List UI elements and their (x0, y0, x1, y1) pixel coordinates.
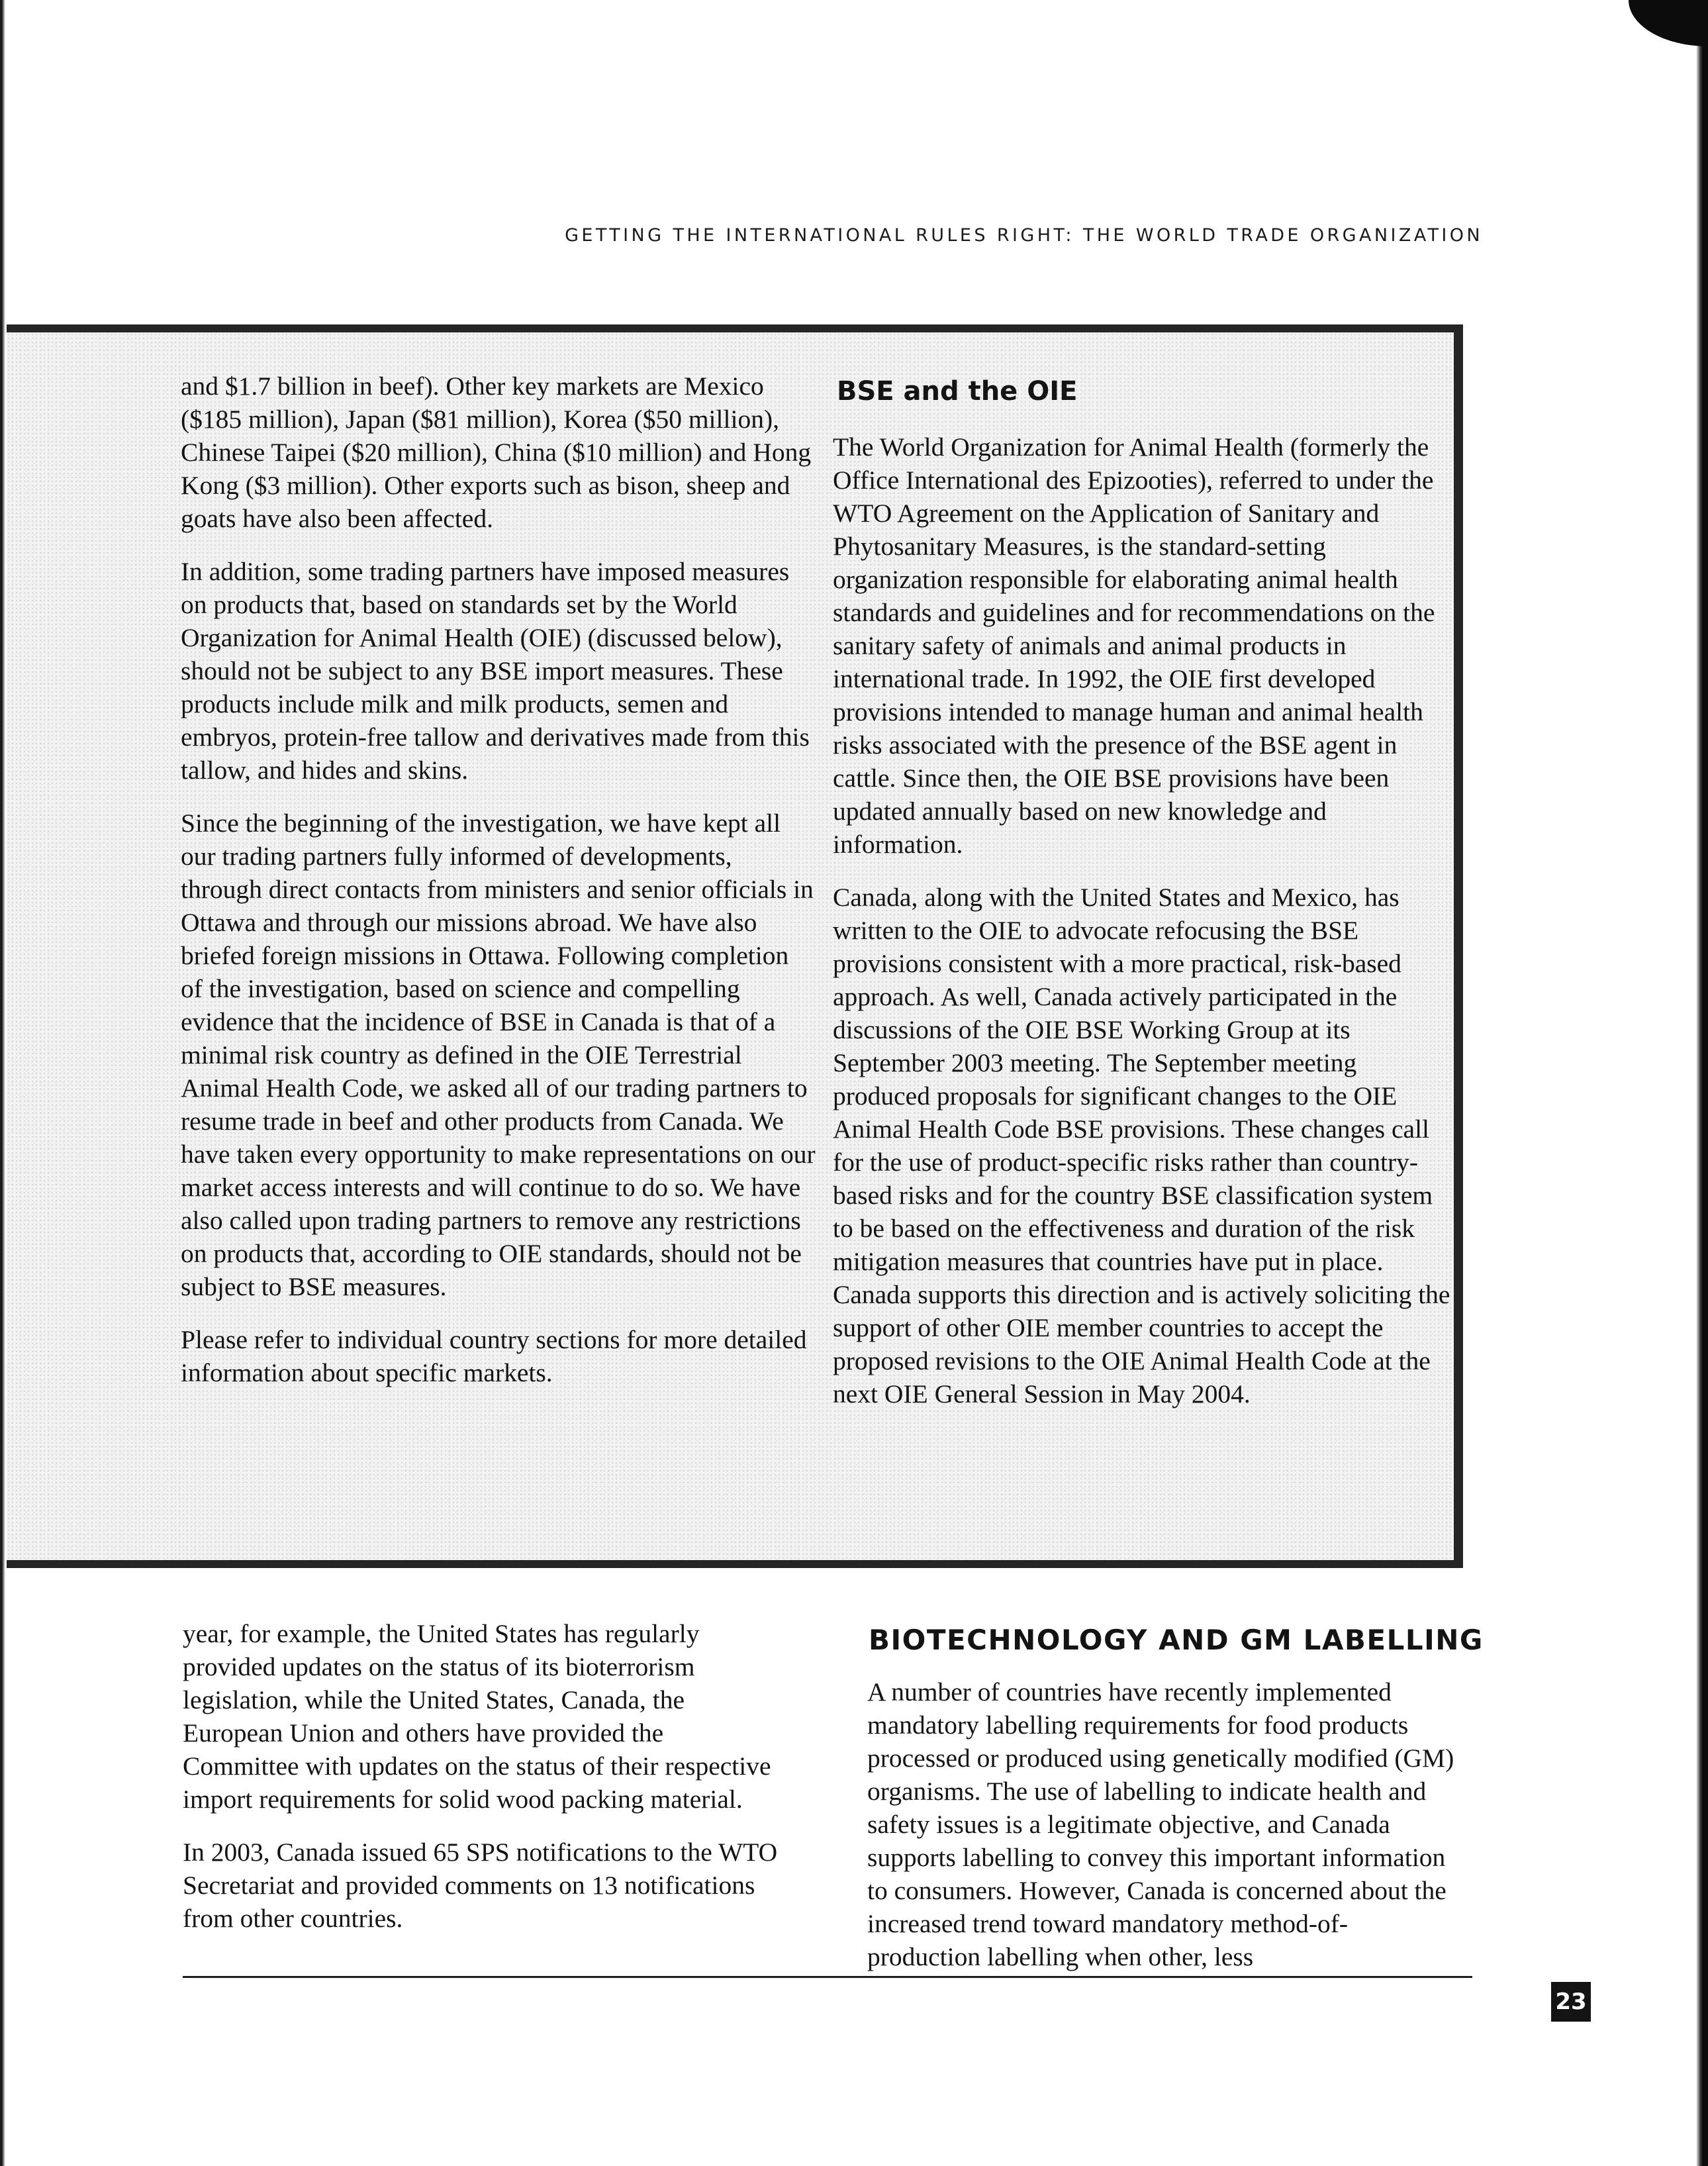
lower-right-column (867, 1675, 1456, 1993)
box-heading: BSE and the OIE (837, 376, 1078, 407)
box-left-paragraph: Since the beginning of the investigation, we have kept all our trading partners fully informed of developments, through direct contacts from ministers and senior officials in Ottawa and through our missions abroad. We have also briefed foreign missions in Ottawa. Following completion of the investigation, based on science and compelling evidence that the incidence of BSE in Canada is that of a minimal risk country as defined in the OIE Terrestrial Animal Health Code, we asked all of our trading partners to resume trade in beef and other products from Canada. We have taken every opportunity to make representations on our market access interests and will continue to do so. We have also called upon trading partners to remove any restrictions on products that, according to OIE standards, should not be subject to BSE measures. (181, 809, 816, 1301)
scan-edge-left (0, 0, 5, 2166)
box-left-column (181, 369, 816, 1409)
lower-right-paragraph: A number of countries have recently implemented mandatory labelling requirements for food products processed or produced using genetically modified (GM) organisms. The use of labelling to indicate health and safety issues is a legitimate objective, and Canada supports labelling to convey this important information to consumers. However, Canada is concerned about the increased trend toward mandatory method-of-production labelling when other, less (867, 1677, 1454, 1971)
box-left-paragraph: Please refer to individual country sections for more detailed information about specific markets. (181, 1325, 807, 1387)
scan-edge-right (1696, 0, 1708, 2166)
box-right-paragraph: Canada, along with the United States and Mexico, has written to the OIE to advocate refocusing the BSE provisions consistent with a more practical, risk-based approach. As well, Canada actively participated in the discussions of the OIE BSE Working Group at its September 2003 meeting. The September meeting produced proposals for significant changes to the OIE Animal Health Code BSE provisions. These changes call for the use of product-specific risks rather than country-based risks and for the country BSE classification system to be based on the effectiveness and duration of the risk mitigation measures that countries have put in place. Canada supports this direction and is actively soliciting the support of other OIE member countries to accept the proposed revisions to the OIE Animal Health Code at the next OIE General Session in May 2004. (833, 883, 1450, 1408)
section-heading: BIOTECHNOLOGY AND GM LABELLING (869, 1624, 1484, 1656)
box-right-column (833, 430, 1452, 1430)
box-left-paragraph: In addition, some trading partners have imposed measures on products that, based on standards set by the World Organization for Animal Health (OIE) (discussed below), should not be subject to any BSE import measures. These products include milk and milk products, semen and embryos, protein-free tallow and derivatives made from this tallow, and hides and skins. (181, 557, 810, 785)
lower-left-column (183, 1617, 779, 1955)
box-right-paragraph: The World Organization for Animal Health (formerly the Office International des Epizooties), referred to under the WTO Agreement on the Application of Sanitary and Phytosanitary Measures, is the standard-setting organization responsible for elaborating animal health standards and guidelines and for recommendations on the sanitary safety of animals and animal products in international trade. In 1992, the OIE first developed provisions intended to manage human and animal health risks associated with the presence of the BSE agent in cattle. Since then, the OIE BSE provisions have been updated annually based on new knowledge and information. (833, 432, 1435, 859)
lower-left-paragraph: year, for example, the United States has regularly provided updates on the status of its bioterrorism legislation, while the United States, Canada, the European Union and others have provided the Committee with updates on the status of their respective import requirements for solid wood packing material. (183, 1619, 771, 1814)
bottom-rule (183, 1976, 1472, 1978)
running-head: GETTING THE INTERNATIONAL RULES RIGHT: THE WORLD TRADE ORGANIZATION (565, 225, 1483, 246)
lower-left-paragraph: In 2003, Canada issued 65 SPS notifications to the WTO Secretariat and provided comments on 13 notifications from other countries. (183, 1838, 778, 1933)
page-number: 23 (1551, 1982, 1591, 2022)
box-left-paragraph: and $1.7 billion in beef). Other key markets are Mexico ($185 million), Japan ($81 million), Korea ($50 million), Chinese Taipei ($20 million), China ($10 million) and Hong Kong ($3 million). Other exports such as bison, sheep and goats have also been affected. (181, 371, 812, 533)
scan-corner-shadow (1629, 0, 1708, 46)
